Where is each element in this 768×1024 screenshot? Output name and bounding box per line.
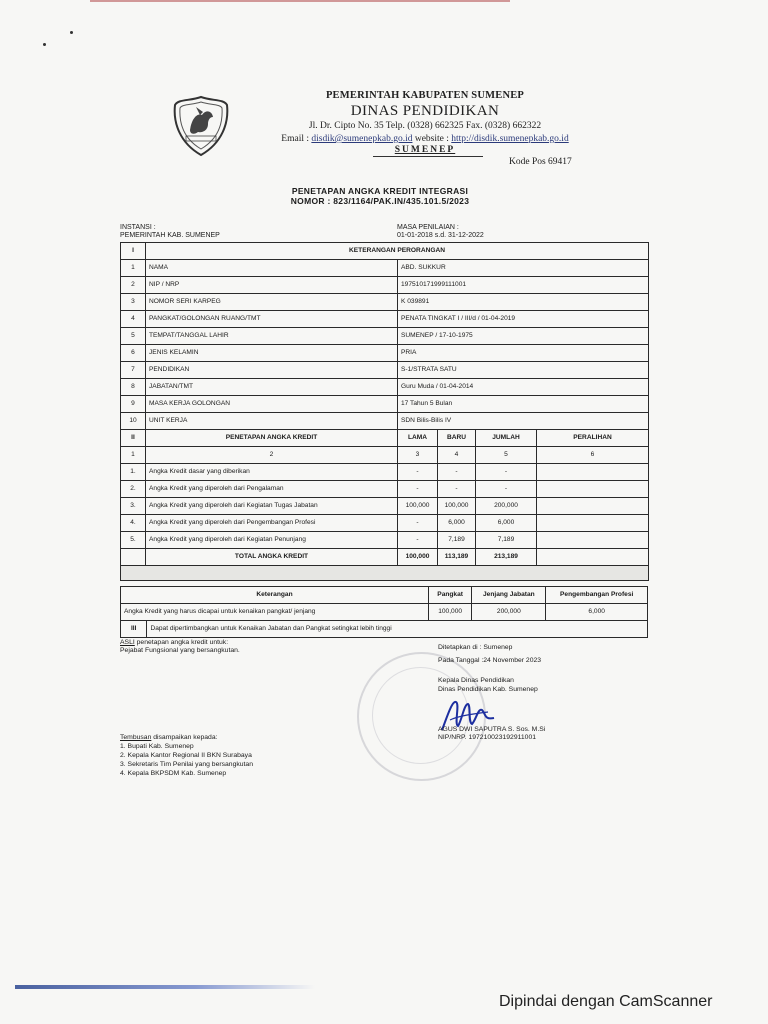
tembusan-heading: Tembusan disampaikan kepada: xyxy=(120,734,218,741)
recommendation-table xyxy=(120,620,648,638)
table-row: 1. Angka Kredit dasar yang diberikan - - - xyxy=(121,464,649,481)
requirement-header xyxy=(121,587,648,604)
spacer-row xyxy=(121,566,649,581)
scan-edge-bottom xyxy=(15,985,315,989)
table-row: 8 JABATAN/TMT Guru Muda / 01-04-2014 xyxy=(121,379,649,396)
asli-line: ASLI penetapan angka kredit untuk: xyxy=(120,639,229,646)
table-row: 5. Angka Kredit yang diperoleh dari Kegiatan Penunjang - 7,189 7,189 xyxy=(121,532,649,549)
table-row: 2. Angka Kredit yang diperoleh dari Pengalaman - - - xyxy=(121,481,649,498)
table-row: 2 NIP / NRP 197510171999111001 xyxy=(121,277,649,294)
contact-line xyxy=(240,134,610,144)
agency-name: DINAS PENDIDIKAN xyxy=(350,103,500,119)
column-header-lama: LAMA xyxy=(398,430,438,447)
scan-speck xyxy=(43,43,46,46)
table-row: 3 NOMOR SERI KARPEG K 039891 xyxy=(121,294,649,311)
table-row: 7 PENDIDIKAN S-1/STRATA SATU xyxy=(121,362,649,379)
document-number: NOMOR : 823/1164/PAK.IN/435.101.5/2023 xyxy=(290,196,470,206)
scan-speck xyxy=(70,31,73,34)
total-jumlah: 213,189 xyxy=(476,549,537,566)
cc-item: 3. Sekretaris Tim Penilai yang bersangkutan xyxy=(120,761,253,768)
signatory-agency: Dinas Pendidikan Kab. Sumenep xyxy=(438,686,538,693)
section-number: III xyxy=(121,621,147,638)
credit-table xyxy=(120,242,649,581)
section-number: II xyxy=(121,430,146,447)
table-row: 10 UNIT KERJA SDN Bilis-Bilis IV xyxy=(121,413,649,430)
ditetapkan-di: Ditetapkan di : Sumenep xyxy=(438,644,513,651)
masa-penilaian-value: 01-01-2018 s.d. 31-12-2022 xyxy=(397,232,484,239)
document-title: PENETAPAN ANGKA KREDIT INTEGRASI xyxy=(291,186,469,196)
scan-edge-top xyxy=(90,0,510,2)
total-baru: 113,189 xyxy=(438,549,476,566)
column-header-keterangan: Keterangan xyxy=(121,587,429,604)
cc-item: 1. Bupati Kab. Sumenep xyxy=(120,743,194,750)
column-header-jumlah: JUMLAH xyxy=(476,430,537,447)
total-label: TOTAL ANGKA KREDIT xyxy=(146,549,398,566)
column-header-pangkat: Pangkat xyxy=(428,587,471,604)
total-row xyxy=(121,549,649,566)
column-header-peralihan: PERALIHAN xyxy=(537,430,649,447)
section-personal-header xyxy=(121,243,649,260)
total-lama: 100,000 xyxy=(398,549,438,566)
website-link[interactable]: http://disdik.sumenepkab.go.id xyxy=(451,134,569,144)
column-number-row: 1 2 3 4 5 6 xyxy=(121,447,649,464)
recommendation-text: Dapat dipertimbangkan untuk Kenaikan Jabatan dan Pangkat setingkat lebih tinggi xyxy=(147,621,648,638)
instansi-label: INSTANSI : xyxy=(120,224,156,231)
agency-address: Jl. Dr. Cipto No. 35 Telp. (0328) 662325 Fax. (0328) 662322 xyxy=(308,121,542,131)
cc-item: 2. Kepala Kantor Regional II BKN Surabaya xyxy=(120,752,252,759)
camscanner-watermark: Dipindai dengan CamScanner xyxy=(499,993,713,1010)
table-row: 1 NAMA ABD. SUKKUR xyxy=(121,260,649,277)
section-title: KETERANGAN PERORANGAN xyxy=(146,243,649,260)
section-title: PENETAPAN ANGKA KREDIT xyxy=(146,430,398,447)
postal-code: Kode Pos 69417 xyxy=(509,157,572,167)
asli-line-2: Pejabat Fungsional yang bersangkutan. xyxy=(120,647,240,654)
email-link[interactable]: disdik@sumenepkab.go.id xyxy=(311,134,413,144)
sumenep-crest-icon xyxy=(172,95,230,157)
city-name: SUMENEP xyxy=(394,145,456,155)
website-label: website : xyxy=(414,134,449,144)
table-row: 9 MASA KERJA GOLONGAN 17 Tahun 5 Bulan xyxy=(121,396,649,413)
column-header-jenjang: Jenjang Jabatan xyxy=(472,587,546,604)
column-header-pengembangan: Pengembangan Profesi xyxy=(546,587,648,604)
table-row: 5 TEMPAT/TANGGAL LAHIR SUMENEP / 17-10-1975 xyxy=(121,328,649,345)
signatory-name: AGUS DWI SAPUTRA S. Sos. M.Si xyxy=(438,726,546,733)
requirement-table xyxy=(120,586,648,621)
signatory-nip: NIP/NRP. 197210023192911001 xyxy=(438,734,537,741)
column-header-baru: BARU xyxy=(438,430,476,447)
table-row: Angka Kredit yang harus dicapai untuk kenaikan pangkat/ jenjang 100,000 200,000 6,000 xyxy=(121,604,648,621)
table-row: 4. Angka Kredit yang diperoleh dari Pengembangan Profesi - 6,000 6,000 xyxy=(121,515,649,532)
masa-penilaian-label: MASA PENILAIAN : xyxy=(397,224,459,231)
signatory-title: Kepala Dinas Pendidikan xyxy=(438,677,514,684)
email-label: Email : xyxy=(281,134,309,144)
table-row: 4 PANGKAT/GOLONGAN RUANG/TMT PENATA TINGKAT I / III/d / 01-04-2019 xyxy=(121,311,649,328)
letterhead-rule xyxy=(373,156,483,157)
table-row: 3. Angka Kredit yang diperoleh dari Kegiatan Tugas Jabatan 100,000 100,000 200,000 xyxy=(121,498,649,515)
instansi-value: PEMERINTAH KAB. SUMENEP xyxy=(120,232,220,239)
table-row xyxy=(121,621,648,638)
section-credit-header xyxy=(121,430,649,447)
table-row: 6 JENIS KELAMIN PRIA xyxy=(121,345,649,362)
cc-item: 4. Kepala BKPSDM Kab. Sumenep xyxy=(120,770,227,777)
section-number: I xyxy=(121,243,146,260)
government-name: PEMERINTAH KABUPATEN SUMENEP xyxy=(325,90,525,101)
pada-tanggal: Pada Tanggal :24 November 2023 xyxy=(438,657,542,664)
